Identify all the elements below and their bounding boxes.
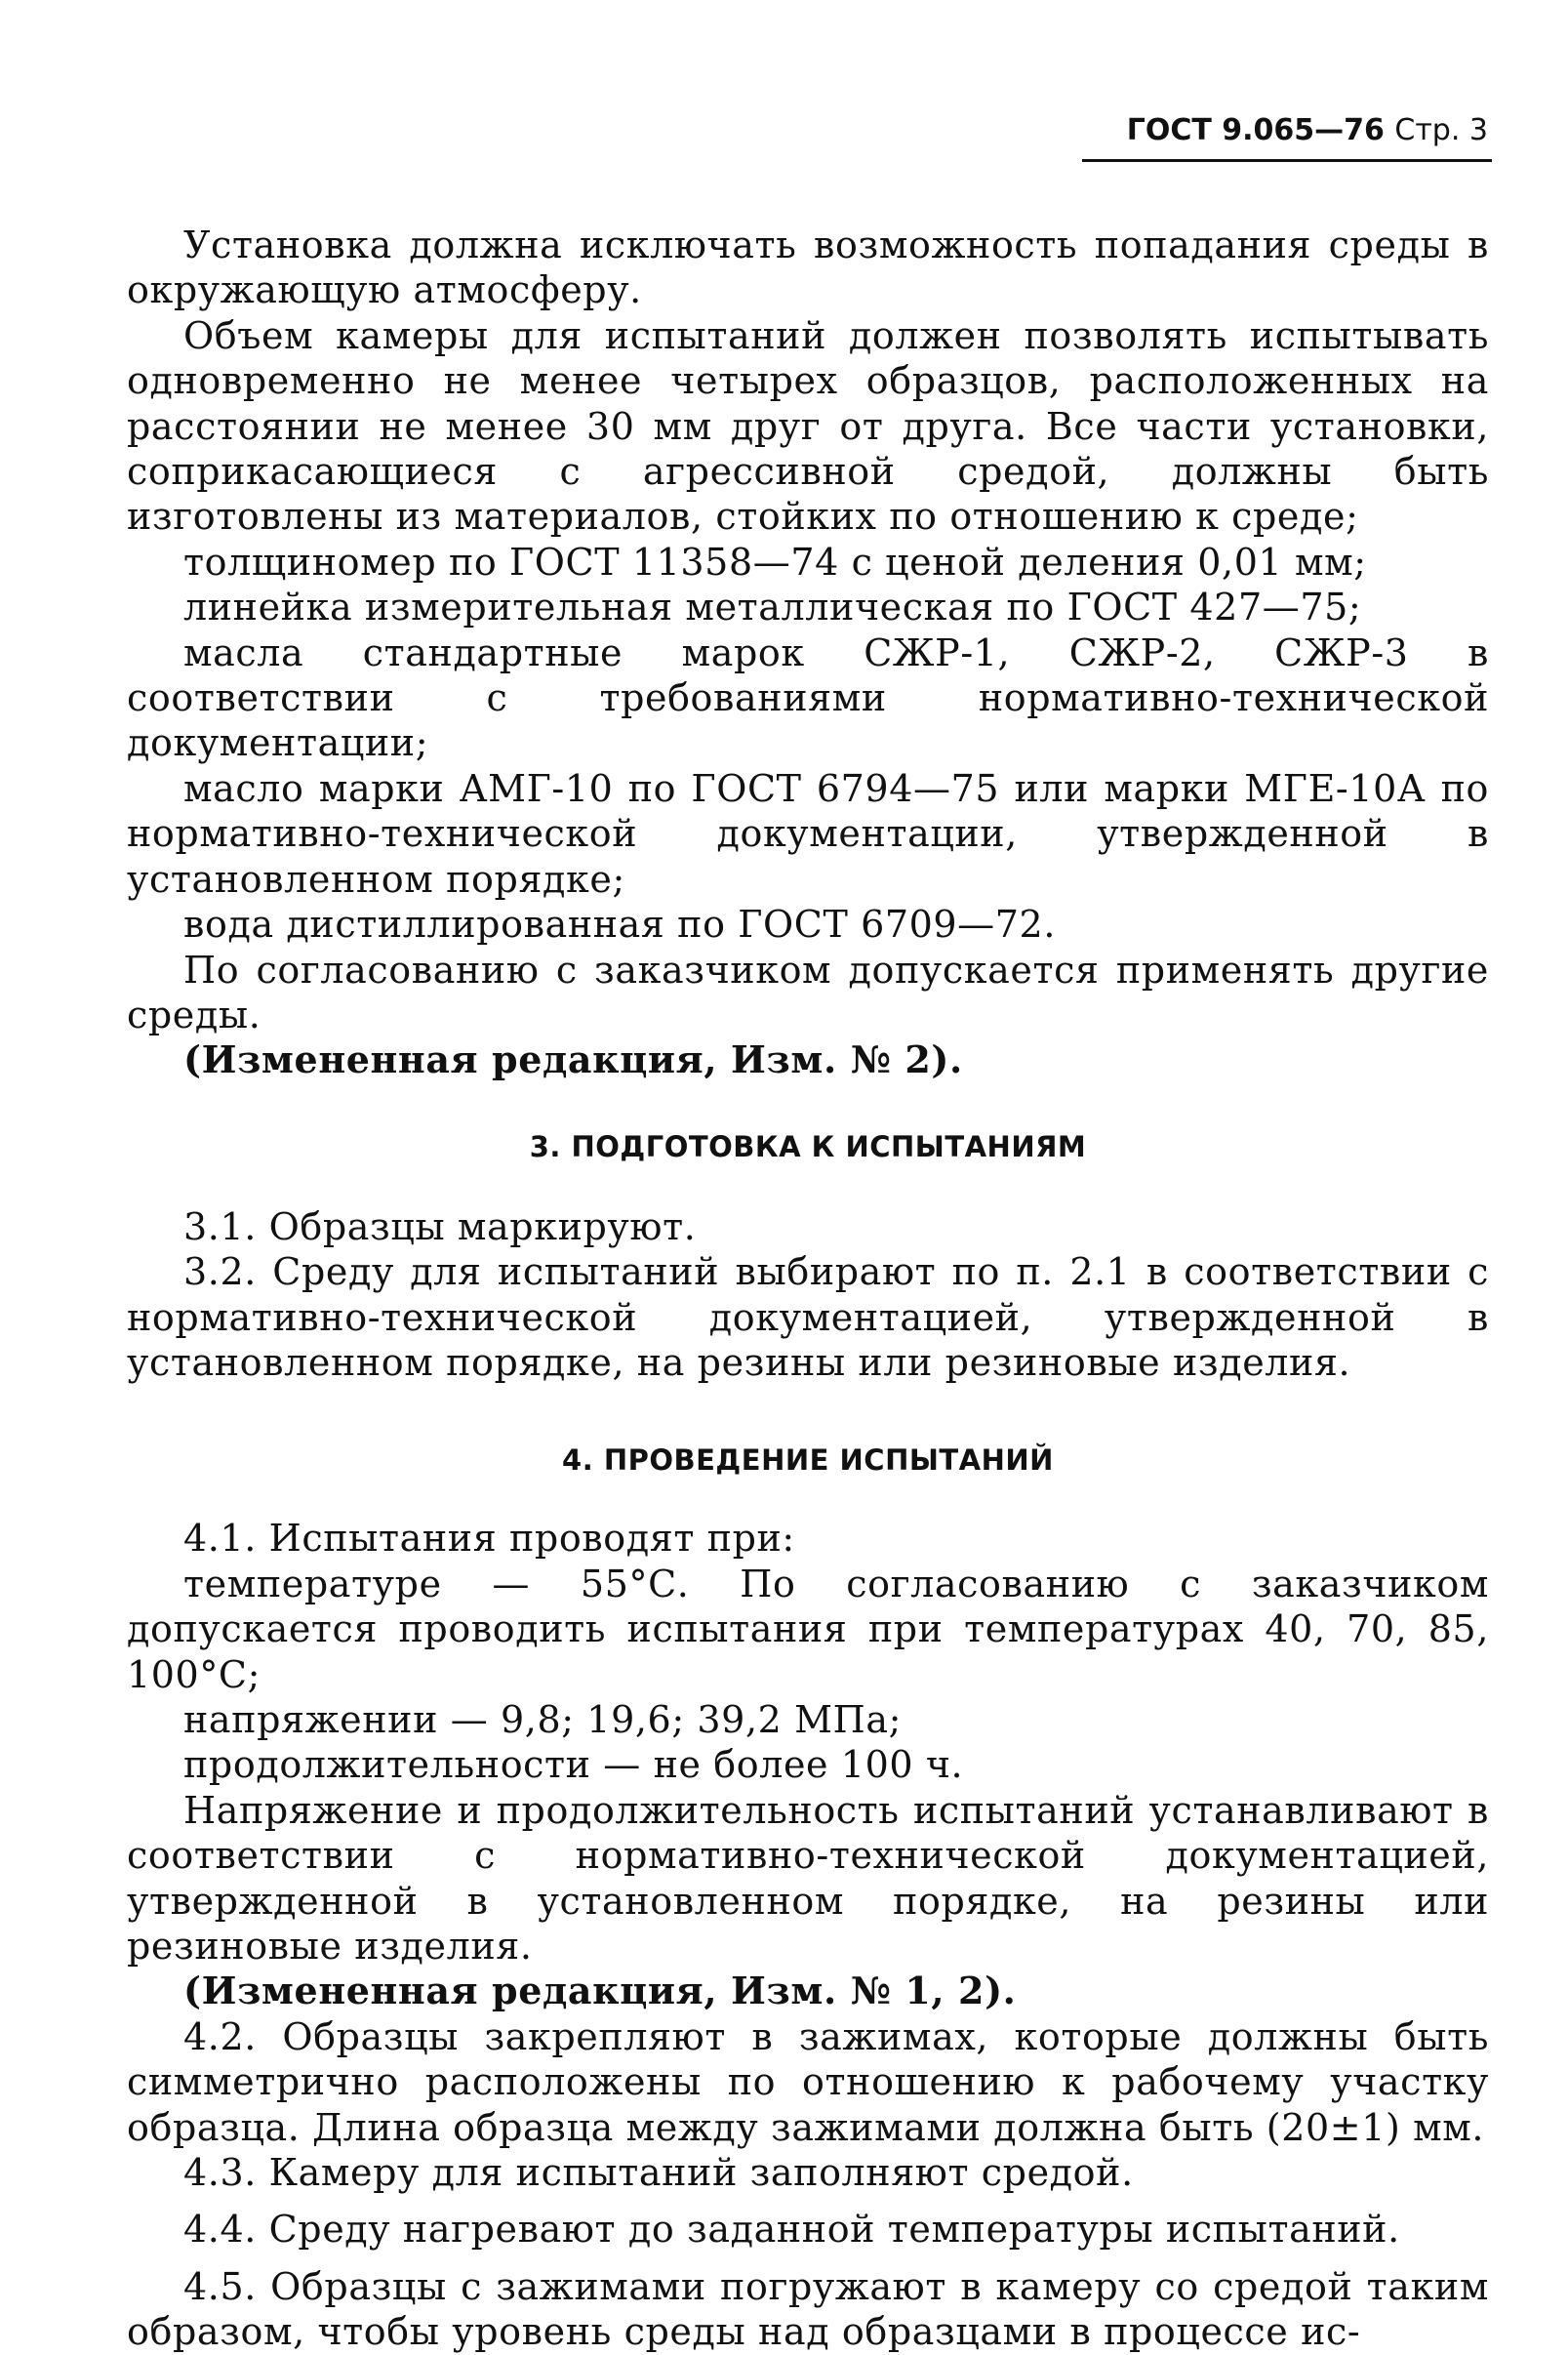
list-item-distilled-water: вода дистиллированная по ГОСТ 6709—72.	[183, 903, 1057, 947]
header-rule	[1082, 159, 1492, 162]
document-body	[127, 223, 1489, 2355]
page-header	[1127, 113, 1488, 147]
list-item-stress: напряжении — 9,8; 19,6; 39,2 МПа;	[183, 1697, 902, 1741]
list-item-standard-oils: масла стандартные марок СЖР-1, СЖР-2, СЖР-3 в соответствии с требованиями нормативно-технической документации;	[127, 630, 1489, 765]
list-item-temperature: температуре — 55°С. По согласованию с заказчиком допускается проводить испытания при температурах 40, 70, 85, 100°С;	[127, 1562, 1489, 1696]
clause-3-2: 3.2. Среду для испытаний выбирают по п. 2.1 в соответствии с нормативно-технической документацией, утвержденной в установленном порядке, на резины или резиновые изделия.	[127, 1250, 1489, 1384]
list-item-thickness-gauge: толщиномер по ГОСТ 11358—74 с ценой деления 0,01 мм;	[183, 540, 1367, 584]
section-heading-preparation: 3. ПОДГОТОВКА К ИСПЫТАНИЯМ	[529, 1129, 1087, 1163]
list-item-amg-oil: масло марки АМГ-10 по ГОСТ 6794—75 или марки МГЕ-10А по нормативно-технической документации, утвержденной в установленном порядке;	[127, 766, 1489, 901]
clause-4-1: 4.1. Испытания проводят при:	[183, 1517, 795, 1561]
paragraph-chamber-volume: Объем камеры для испытаний должен позволять испытывать одновременно не менее четырех образцов, расположенных на расстоянии не менее 30 мм друг от друга. Все части установки, соприкасающиеся с агрессивной средой, должны быть изготовлены из материалов, стойких по отношению к среде;	[127, 313, 1489, 539]
paragraph-stress-duration: Напряжение и продолжительность испытаний устанавливают в соответствии с нормативно-технической документацией, утвержденной в установленном порядке, на резины или резиновые изделия.	[127, 1788, 1489, 1968]
list-item-ruler: линейка измерительная металлическая по ГОСТ 427—75;	[183, 586, 1362, 629]
paragraph-other-media: По согласованию с заказчиком допускается применять другие среды.	[127, 948, 1489, 1036]
standard-code: ГОСТ 9.065—76	[1126, 113, 1385, 147]
clause-4-3: 4.3. Камеру для испытаний заполняют средой.	[183, 2151, 1134, 2195]
clause-4-4: 4.4. Среду нагревают до заданной температуры испытаний.	[183, 2208, 1400, 2252]
section-heading-testing: 4. ПРОВЕДЕНИЕ ИСПЫТАНИЙ	[562, 1443, 1054, 1478]
amendment-note: (Измененная редакция, Изм. № 1, 2).	[183, 1969, 1017, 2013]
clause-4-5: 4.5. Образцы с зажимами погружают в камеру со средой таким образом, чтобы уровень среды над образцами в процессе ис-	[127, 2264, 1489, 2354]
list-item-duration: продолжительности — не более 100 ч.	[183, 1743, 964, 1787]
amendment-note: (Измененная редакция, Изм. № 2).	[183, 1037, 963, 1082]
clause-3-1: 3.1. Образцы маркируют.	[183, 1204, 697, 1248]
page-number: Стр. 3	[1394, 113, 1488, 147]
paragraph-installation: Установка должна исключать возможность попадания среды в окружающую атмосферу.	[127, 223, 1489, 312]
clause-4-2: 4.2. Образцы закрепляют в зажимах, которые должны быть симметрично расположены по отношению к рабочему участку образца. Длина образца между зажимами должна быть (20±1) мм.	[127, 2014, 1489, 2149]
